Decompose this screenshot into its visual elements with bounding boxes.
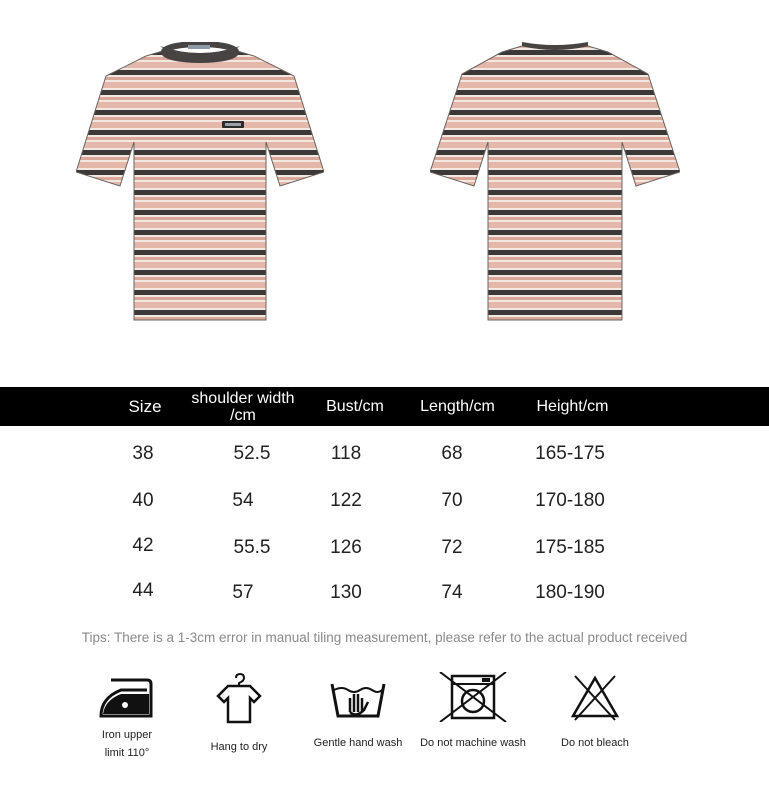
header-bust: Bust/cm	[326, 398, 384, 415]
cell-bust: 122	[330, 490, 362, 511]
care-iron-line2: limit 110°	[104, 747, 150, 759]
iron-icon	[97, 672, 157, 722]
care-no-bleach-label: Do not bleach	[561, 737, 629, 749]
cell-size: 40	[132, 490, 154, 511]
cell-length: 70	[441, 490, 463, 511]
cell-size: 44	[132, 580, 154, 601]
cell-height: 165-175	[535, 443, 605, 464]
header-shoulder-line2: /cm	[230, 407, 256, 424]
cell-shoulder: 54	[232, 490, 254, 511]
care-gentle	[298, 672, 418, 752]
hang-to-dry-icon	[214, 672, 264, 726]
cell-length: 72	[441, 537, 463, 558]
care-gentle-label: Gentle hand wash	[313, 737, 403, 749]
cell-length: 68	[441, 443, 463, 464]
care-iron	[67, 672, 187, 762]
cell-bust: 126	[330, 537, 362, 558]
header-shoulder-line1: shoulder width	[191, 390, 295, 407]
cell-height: 180-190	[535, 582, 605, 603]
care-no-bleach	[535, 672, 655, 752]
care-hang-label: Hang to dry	[210, 741, 268, 753]
no-bleach-icon	[565, 672, 625, 722]
hand-wash-icon	[328, 672, 388, 722]
tshirt-front-image	[76, 42, 324, 324]
care-no-machine	[413, 672, 533, 752]
cell-length: 74	[441, 582, 463, 603]
cell-bust: 118	[330, 443, 362, 464]
cell-shoulder: 52.5	[233, 443, 271, 464]
cell-shoulder: 57	[232, 582, 254, 603]
cell-size: 42	[132, 535, 154, 556]
tshirt-back-image	[430, 42, 680, 324]
care-iron-label	[67, 726, 187, 762]
care-no-machine-label: Do not machine wash	[420, 737, 526, 749]
no-machine-wash-icon	[438, 672, 508, 722]
header-size: Size	[128, 397, 162, 416]
header-height: Height/cm	[536, 398, 609, 415]
care-hang	[179, 672, 299, 756]
cell-bust: 130	[330, 582, 362, 603]
header-shoulder	[180, 390, 306, 424]
cell-height: 175-185	[535, 537, 605, 558]
measurement-tips: Tips: There is a 1-3cm error in manual tiling measurement, please refer to the actual product received	[81, 630, 688, 645]
care-iron-line1: Iron upper	[101, 729, 153, 741]
cell-height: 170-180	[535, 490, 605, 511]
header-length: Length/cm	[420, 398, 495, 415]
cell-size: 38	[132, 443, 154, 464]
size-table-header	[0, 387, 769, 426]
cell-shoulder: 55.5	[233, 537, 271, 558]
